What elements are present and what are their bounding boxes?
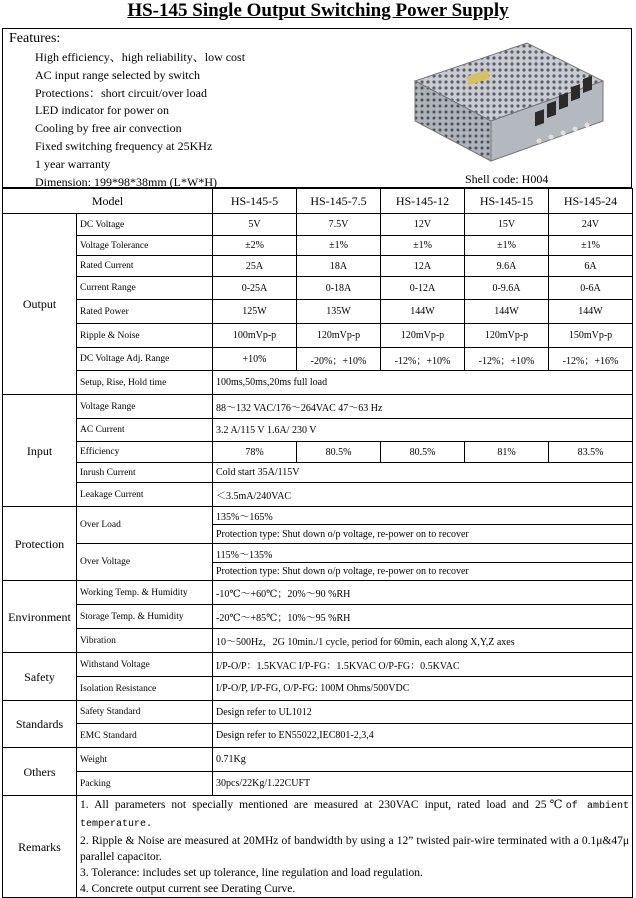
- table-cell: ±1%: [549, 236, 633, 256]
- remark-item: 1. All parameters not specially mentioned are measured at 230VAC input, rated load and 25℃of ambient temperature.: [80, 798, 629, 830]
- table-cell: I/P-O/P, I/P-FG, O/P-FG: 100M Ohms/500VDC: [213, 677, 633, 701]
- model-name: HS-145-15: [465, 189, 549, 214]
- table-row: [3, 796, 633, 898]
- table-row: [3, 483, 633, 507]
- table-cell: 135W: [297, 300, 381, 324]
- group-others: Others: [3, 748, 77, 796]
- table-row: [3, 395, 633, 419]
- feature-item: AC input range selected by switch: [35, 67, 200, 82]
- table-cell: 100mVp-p: [213, 324, 297, 348]
- group-remarks: Remarks: [3, 796, 77, 898]
- table-cell: 135%～165%: [213, 507, 633, 525]
- feature-item: LED indicator for power on: [35, 103, 169, 118]
- table-cell: 80.5%: [381, 442, 465, 463]
- table-cell: 25A: [213, 256, 297, 277]
- table-row: [3, 748, 633, 772]
- table-row: [3, 463, 633, 483]
- table-cell: 125W: [213, 300, 297, 324]
- table-cell: 144W: [381, 300, 465, 324]
- table-cell: 120mVp-p: [297, 324, 381, 348]
- table-cell: 12A: [381, 256, 465, 277]
- table-cell: -12%；+10%: [381, 348, 465, 371]
- table-cell: 6A: [549, 256, 633, 277]
- model-name: HS-145-5: [213, 189, 297, 214]
- param-label: Voltage Tolerance: [77, 236, 213, 256]
- table-row: [3, 544, 633, 563]
- shell-code: Shell code: H004: [465, 172, 549, 186]
- table-cell: 144W: [549, 300, 633, 324]
- param-label: Current Range: [77, 277, 213, 300]
- table-row: [3, 677, 633, 701]
- group-safety: Safety: [3, 653, 77, 701]
- table-row: [3, 772, 633, 796]
- table-row: [3, 348, 633, 371]
- table-cell: Protection type: Shut down o/p voltage, re-power on to recover: [213, 525, 633, 544]
- feature-item: Protections：short circuit/over load: [35, 85, 207, 100]
- table-cell: Protection type: Shut down o/p voltage, re-power on to recover: [213, 563, 633, 581]
- table-row: [3, 214, 633, 236]
- table-cell: ±1%: [465, 236, 549, 256]
- feature-item: Fixed switching frequency at 25KHz: [35, 138, 213, 153]
- table-cell: ±2%: [213, 236, 297, 256]
- table-cell: 12V: [381, 214, 465, 236]
- table-cell: 78%: [213, 442, 297, 463]
- table-cell: 15V: [465, 214, 549, 236]
- param-label: Rated Power: [77, 300, 213, 324]
- spec-table: [2, 188, 633, 898]
- table-cell: ＜3.5mA/240VAC: [213, 483, 633, 507]
- table-cell: 0-12A: [381, 277, 465, 300]
- feature-item: High efficiency、high reliability、low cost: [35, 50, 246, 64]
- table-cell: 9.6A: [465, 256, 549, 277]
- param-label: Working Temp. & Humidity: [77, 581, 213, 605]
- param-label: Isolation Resistance: [77, 677, 213, 701]
- param-label: Voltage Range: [77, 395, 213, 419]
- table-cell: 0-18A: [297, 277, 381, 300]
- features-list: [35, 49, 245, 191]
- table-cell: 18A: [297, 256, 381, 277]
- table-cell: 10～500Hz，2G 10min./1 cycle, period for 60min, each along X,Y,Z axes: [213, 629, 633, 653]
- table-cell: 144W: [465, 300, 549, 324]
- table-cell: 120mVp-p: [465, 324, 549, 348]
- group-input: Input: [3, 395, 77, 507]
- table-cell: 88～132 VAC/176～264VAC 47～63 Hz: [213, 395, 633, 419]
- group-standards: Standards: [3, 701, 77, 748]
- param-label: Vibration: [77, 629, 213, 653]
- table-cell: +10%: [213, 348, 297, 371]
- group-protection: Protection: [3, 507, 77, 581]
- table-row: [3, 236, 633, 256]
- table-header-row: [3, 189, 633, 214]
- group-environment: Environment: [3, 581, 77, 653]
- table-row: [3, 605, 633, 629]
- param-label: EMC Standard: [77, 724, 213, 748]
- power-supply-product-image: [407, 37, 607, 165]
- param-label: Packing: [77, 772, 213, 796]
- table-cell: 3.2 A/115 V 1.6A/ 230 V: [213, 419, 633, 442]
- table-cell: ±1%: [297, 236, 381, 256]
- remark-item: 3. Tolerance: includes set up tolerance, line regulation and load regulation.: [80, 866, 423, 879]
- param-label: Ripple & Noise: [77, 324, 213, 348]
- feature-item: Cooling by free air convection: [35, 121, 182, 136]
- table-cell: -20%；+10%: [297, 348, 381, 371]
- remark-item: 2. Ripple & Noise are measured at 20MHz of bandwidth by using a 12” twisted pair-wire terminated with a 0.1μ&47μ parallel capacitor.: [80, 834, 629, 863]
- table-cell: -12%；+10%: [465, 348, 549, 371]
- table-cell: 0.71Kg: [213, 748, 633, 772]
- table-row: [3, 371, 633, 395]
- param-label: DC Voltage Adj. Range: [77, 348, 213, 371]
- table-cell: Cold start 35A/115V: [213, 463, 633, 483]
- table-cell: 150mVp-p: [549, 324, 633, 348]
- table-cell: 80.5%: [297, 442, 381, 463]
- table-cell: 5V: [213, 214, 297, 236]
- param-label: Setup, Rise, Hold time: [77, 371, 213, 395]
- param-label: Rated Current: [77, 256, 213, 277]
- param-label: DC Voltage: [77, 214, 213, 236]
- group-output: Output: [3, 214, 77, 395]
- table-cell: 7.5V: [297, 214, 381, 236]
- table-row: [3, 724, 633, 748]
- table-row: [3, 581, 633, 605]
- table-row: [3, 507, 633, 525]
- feature-item: Dimension: 199*98*38mm (L*W*H): [35, 174, 217, 189]
- table-cell: 0-6A: [549, 277, 633, 300]
- table-cell: Design refer to UL1012: [213, 701, 633, 724]
- table-row: [3, 300, 633, 324]
- table-cell: 83.5%: [549, 442, 633, 463]
- remarks-cell: [77, 796, 633, 898]
- param-label: Storage Temp. & Humidity: [77, 605, 213, 629]
- table-cell: 100ms,50ms,20ms full load: [213, 371, 633, 395]
- param-label: AC Current: [77, 419, 213, 442]
- param-label: Withstand Voltage: [77, 653, 213, 677]
- param-label: Efficiency: [77, 442, 213, 463]
- model-header: Model: [3, 189, 213, 214]
- features-heading: Features:: [9, 31, 61, 46]
- table-cell: Design refer to EN55022,IEC801-2,3,4: [213, 724, 633, 748]
- table-cell: I/P-O/P：1.5KVAC I/P-FG：1.5KVAC O/P-FG：0.5KVAC: [213, 653, 633, 677]
- param-label: Leakage Current: [77, 483, 213, 507]
- table-cell: 24V: [549, 214, 633, 236]
- param-label: Over Load: [77, 507, 213, 544]
- table-cell: -10℃～+60℃；20%～90 %RH: [213, 581, 633, 605]
- model-name: HS-145-7.5: [297, 189, 381, 214]
- table-row: [3, 442, 633, 463]
- table-row: [3, 324, 633, 348]
- table-cell: 81%: [465, 442, 549, 463]
- table-cell: 30pcs/22Kg/1.22CUFT: [213, 772, 633, 796]
- table-cell: 0-25A: [213, 277, 297, 300]
- feature-item: 1 year warranty: [35, 156, 111, 171]
- table-cell: -12%；+16%: [549, 348, 633, 371]
- table-row: [3, 653, 633, 677]
- table-cell: 120mVp-p: [381, 324, 465, 348]
- remark-item: 4. Concrete output current see Derating Curve.: [80, 882, 296, 895]
- param-label: Safety Standard: [77, 701, 213, 724]
- param-label: Inrush Current: [77, 463, 213, 483]
- model-name: HS-145-12: [381, 189, 465, 214]
- table-cell: 115%～135%: [213, 544, 633, 563]
- features-box: [2, 28, 632, 188]
- table-cell: ±1%: [381, 236, 465, 256]
- table-cell: -20℃～+85℃；10%～95 %RH: [213, 605, 633, 629]
- table-row: [3, 701, 633, 724]
- table-row: [3, 419, 633, 442]
- table-row: [3, 629, 633, 653]
- table-row: [3, 256, 633, 277]
- document-title: HS-145 Single Output Switching Power Supply: [127, 0, 509, 21]
- model-name: HS-145-24: [549, 189, 633, 214]
- param-label: Over Voltage: [77, 544, 213, 581]
- param-label: Weight: [77, 748, 213, 772]
- table-row: [3, 277, 633, 300]
- table-cell: 0-9.6A: [465, 277, 549, 300]
